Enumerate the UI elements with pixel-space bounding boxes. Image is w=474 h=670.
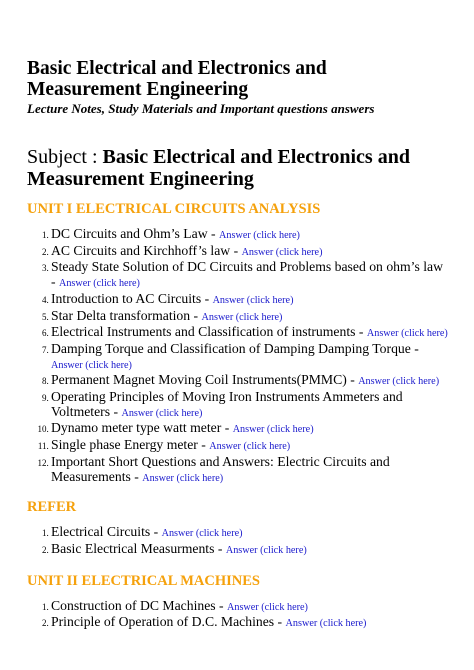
topic-label: Single phase Energy meter - xyxy=(51,437,210,453)
list-item xyxy=(51,244,450,261)
list-item xyxy=(51,292,450,309)
subject-title-line2: Measurement Engineering xyxy=(27,168,254,190)
list-item xyxy=(51,599,450,616)
topic-label: Basic Electrical Measurments - xyxy=(51,540,226,556)
list-item xyxy=(51,227,450,244)
list-item xyxy=(51,325,450,342)
section-heading-refer: REFER xyxy=(27,499,77,516)
answer-link[interactable]: Answer (click here) xyxy=(142,472,224,484)
topic-label: DC Circuits and Ohm’s Law - xyxy=(51,226,220,241)
list-item xyxy=(51,421,450,438)
list-item xyxy=(51,390,450,421)
answer-link[interactable]: Answer (click here) xyxy=(227,601,308,613)
answer-link[interactable]: Answer (click here) xyxy=(209,441,291,453)
refer-list xyxy=(27,525,450,558)
topic-label: Introduction to AC Circuits - xyxy=(51,290,213,306)
section-heading-unit1: UNIT I ELECTRICAL CIRCUITS ANALYSIS xyxy=(27,201,321,217)
answer-link[interactable]: Answer (click here) xyxy=(212,294,294,306)
answer-link[interactable]: Answer (click here) xyxy=(241,246,323,258)
topic-label: Electrical Circuits - xyxy=(51,524,162,540)
answer-link[interactable]: Answer (click here) xyxy=(219,230,300,241)
answer-link[interactable]: Answer (click here) xyxy=(201,311,283,323)
topic-label: Dynamo meter type watt meter - xyxy=(51,420,233,436)
list-item xyxy=(51,525,450,542)
answer-link[interactable]: Answer (click here) xyxy=(285,618,367,630)
topic-label: Operating Principles of Moving Iron Instruments Ammeters and Voltmeters - xyxy=(51,389,403,419)
topic-label: Permanent Magnet Moving Coil Instruments(PMMC) - xyxy=(51,372,359,388)
subject-prefix: Subject : xyxy=(27,146,103,168)
topic-label: Star Delta transformation - xyxy=(51,307,202,323)
list-item xyxy=(51,455,450,486)
topic-label: Damping Torque and Classification of Damping Damping Torque - xyxy=(51,340,419,356)
document-subtitle: Lecture Notes, Study Materials and Important questions answers xyxy=(27,101,375,116)
topic-label: Steady State Solution of DC Circuits and Problems based on ohm’s law - xyxy=(51,259,443,290)
topic-label: AC Circuits and Kirchhoff’s law - xyxy=(51,242,242,258)
answer-link[interactable]: Answer (click here) xyxy=(161,528,243,540)
topic-label: Important Short Questions and Answers: Electric Circuits and Measurements - xyxy=(51,453,390,484)
answer-link[interactable]: Answer (click here) xyxy=(225,544,307,556)
subject-heading xyxy=(27,146,450,190)
answer-link[interactable]: Answer (click here) xyxy=(121,407,203,419)
list-item xyxy=(51,542,450,559)
answer-link[interactable]: Answer (click here) xyxy=(51,359,132,371)
topic-label: Construction of DC Machines - xyxy=(51,597,228,613)
list-item xyxy=(51,615,450,632)
list-item xyxy=(51,260,450,291)
subject-title-line1: Basic Electrical and Electronics and xyxy=(102,146,410,168)
document-title xyxy=(27,58,450,100)
answer-link[interactable]: Answer (click here) xyxy=(232,424,314,436)
list-item xyxy=(51,438,450,455)
document-title-line2: Measurement Engineering xyxy=(27,79,249,100)
topic-label: Electrical Instruments and Classification of instruments - xyxy=(51,324,367,340)
answer-link[interactable]: Answer (click here) xyxy=(58,278,140,290)
document-title-line1: Basic Electrical and Electronics and xyxy=(27,58,327,79)
answer-link[interactable]: Answer (click here) xyxy=(358,376,440,388)
list-item xyxy=(51,373,450,390)
list-item xyxy=(51,342,450,373)
list-item xyxy=(51,309,450,326)
section-heading-unit2: UNIT II ELECTRICAL MACHINES xyxy=(27,572,260,589)
unit2-topic-list xyxy=(27,599,450,632)
topic-label: Principle of Operation of D.C. Machines - xyxy=(51,614,286,630)
unit1-topic-list xyxy=(27,227,450,486)
answer-link[interactable]: Answer (click here) xyxy=(366,328,448,340)
